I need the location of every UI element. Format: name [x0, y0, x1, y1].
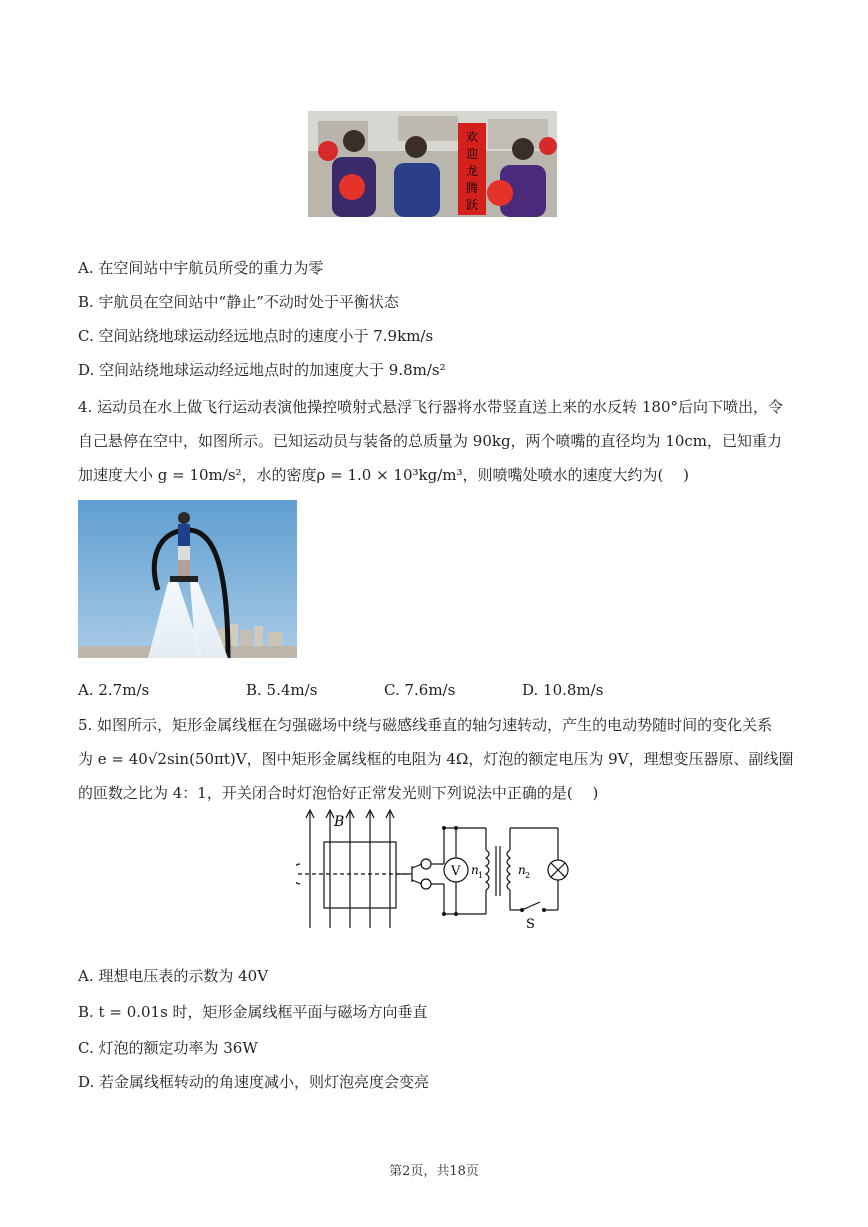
svg-text:欢: 欢 — [465, 130, 479, 144]
voltmeter-label: V — [451, 864, 461, 879]
q5-option-c: C. 灯泡的额定功率为 36W — [78, 1039, 258, 1057]
page-footer: 第2页，共18页 — [389, 1164, 479, 1179]
svg-text:龙: 龙 — [465, 164, 479, 178]
q5-stem-line-3: 的匝数之比为 4：1，开关闭合时灯泡恰好正常发光则下列说法中正确的是( ) — [78, 784, 599, 802]
q5-option-b: B. t = 0.01s 时，矩形金属线框平面与磁场方向垂直 — [78, 1003, 428, 1021]
q5-option-a: A. 理想电压表的示数为 40V — [78, 967, 269, 985]
astronauts-photo — [308, 111, 557, 217]
flyboard-photo — [78, 500, 297, 658]
switch-label: S — [526, 917, 535, 932]
q4-option-b: B. 5.4m/s — [246, 681, 318, 699]
q3-option-b: B. 宇航员在空间站中“静止”不动时处于平衡状态 — [78, 293, 399, 311]
q4-stem-line-1: 4. 运动员在水上做飞行运动表演他操控喷射式悬浮飞行器将水带竖直送上来的水反转 180°后向下喷出，令 — [78, 398, 783, 416]
n1-subscript: 1 — [478, 871, 484, 880]
svg-text:腾: 腾 — [465, 181, 479, 195]
q5-option-d: D. 若金属线框转动的角速度减小，则灯泡亮度会变亮 — [78, 1073, 430, 1091]
generator-transformer-circuit-diagram — [296, 806, 576, 934]
q5-stem-line-2: 为 e = 40√2sin(50πt)V，图中矩形金属线框的电阻为 4Ω，灯泡的额定电压为 9V，理想变压器原、副线圈 — [78, 750, 794, 768]
q5-stem-line-1: 5. 如图所示，矩形金属线框在匀强磁场中绕与磁感线垂直的轴匀速转动，产生的电动势随时间的变化关系 — [78, 716, 773, 734]
svg-text:迎: 迎 — [465, 147, 479, 161]
q3-option-d: D. 空间站绕地球运动经远地点时的加速度大于 9.8m/s² — [78, 361, 446, 379]
n2-subscript: 2 — [525, 871, 531, 880]
q4-stem-line-2: 自己悬停在空中，如图所示。已知运动员与装备的总质量为 90kg，两个喷嘴的直径均为 10cm，已知重力 — [78, 432, 783, 450]
n1-label: n — [471, 863, 479, 877]
n2-label: n — [518, 863, 526, 877]
q4-stem-line-3: 加速度大小 g = 10m/s²，水的密度ρ = 1.0 × 10³kg/m³，则喷嘴处喷水的速度大约为( ) — [78, 466, 689, 484]
q4-option-c: C. 7.6m/s — [384, 681, 456, 699]
q3-option-c: C. 空间站绕地球运动经远地点时的速度小于 7.9km/s — [78, 327, 434, 345]
q3-option-a: A. 在空间站中宇航员所受的重力为零 — [78, 259, 324, 277]
q4-option-a: A. 2.7m/s — [78, 681, 150, 699]
field-label-b: B — [334, 814, 345, 830]
svg-text:跃: 跃 — [465, 198, 479, 212]
q4-option-d: D. 10.8m/s — [522, 681, 604, 699]
